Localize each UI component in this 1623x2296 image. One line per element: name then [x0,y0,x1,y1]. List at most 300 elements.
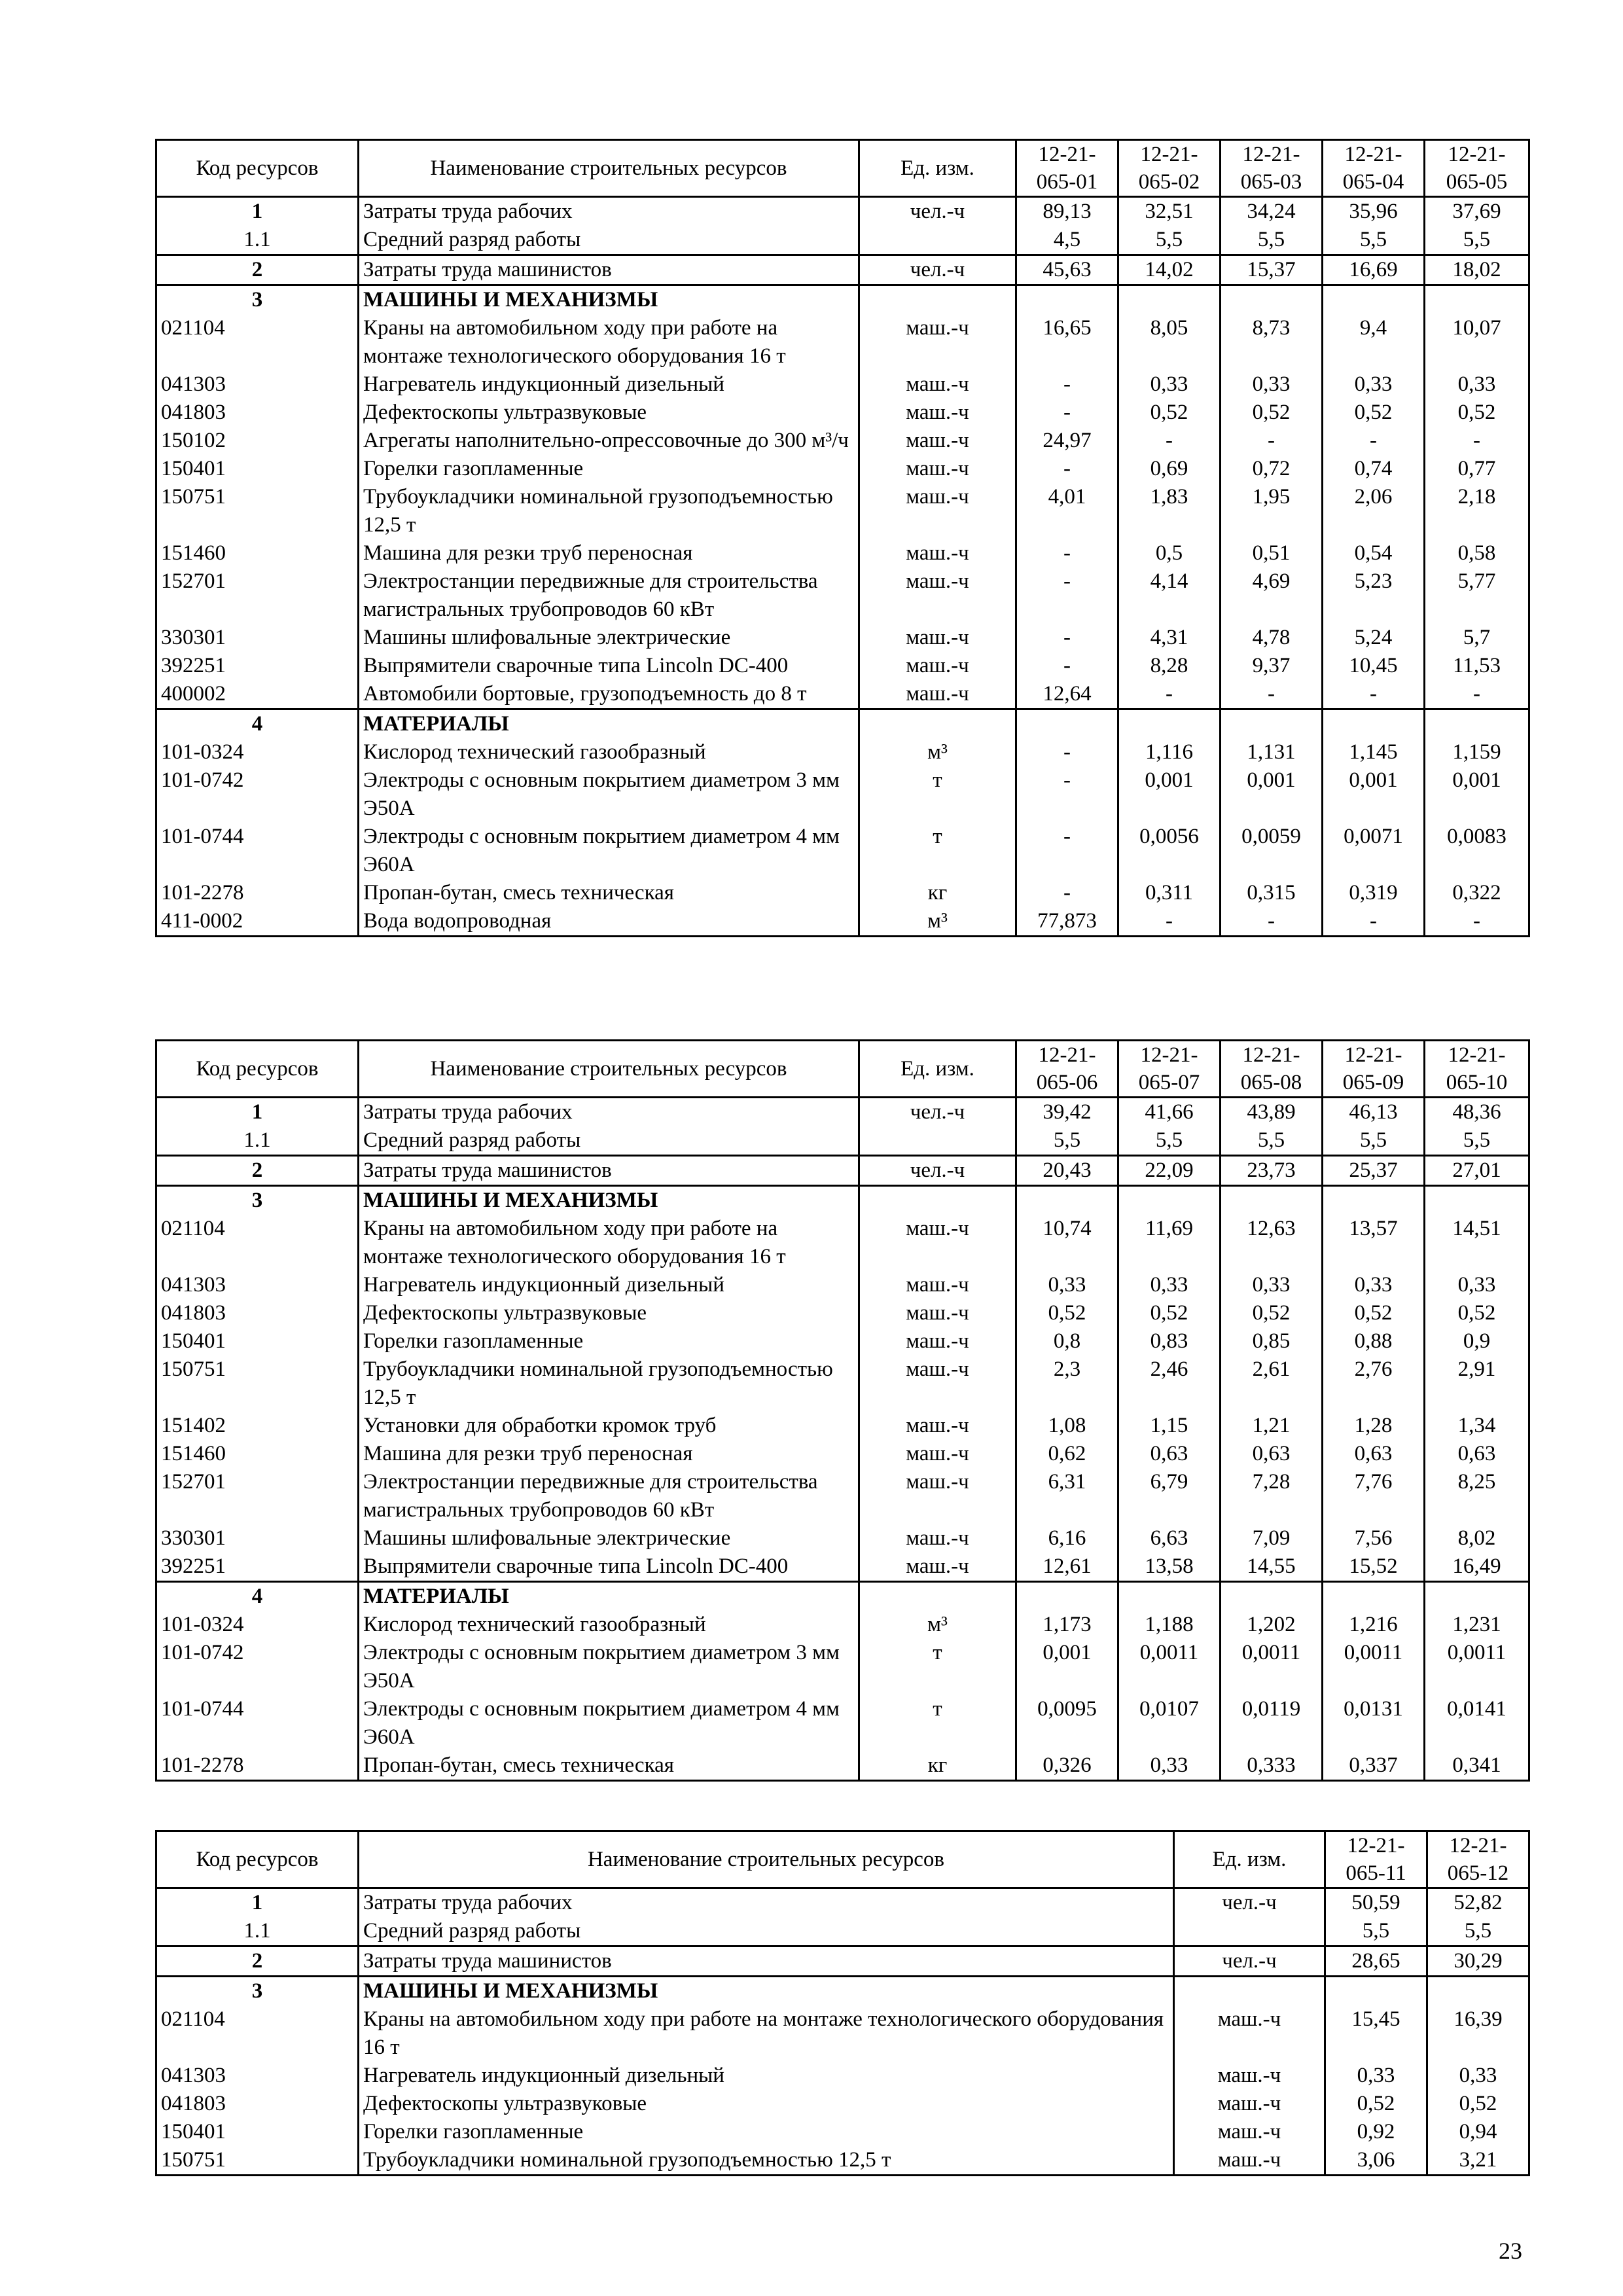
resource-name: Машины шлифовальные электрические [359,624,859,652]
resource-value: 16,69 [1323,255,1425,285]
resource-value: 11,53 [1425,652,1529,680]
resource-name: МАШИНЫ И МЕХАНИЗМЫ [359,285,859,315]
resource-unit: маш.-ч [1174,2005,1325,2062]
header-name: Наименование строительных ресурсов [359,1831,1174,1888]
table-row [156,1126,1529,1156]
resource-value: 0,001 [1221,766,1323,823]
resource-value [1016,285,1118,315]
header-row [156,1041,1529,1098]
resource-value [1016,709,1118,739]
resource-value: 5,5 [1427,1917,1529,1946]
resource-unit: м³ [859,907,1016,937]
resource-name: Выпрямители сварочные типа Lincoln DC-400 [359,652,859,680]
resource-value: 4,14 [1118,567,1221,624]
resource-value: 7,09 [1221,1524,1323,1552]
resource-value: 34,24 [1221,197,1323,226]
table-row [156,1412,1529,1440]
resource-code: 150401 [156,2118,359,2146]
header-unit: Ед. изм. [859,1041,1016,1098]
resource-value: 14,02 [1118,255,1221,285]
resource-value: 50,59 [1325,1888,1427,1918]
resource-value: 1,08 [1016,1412,1118,1440]
resource-value: 0,0131 [1323,1695,1425,1751]
table-row [156,399,1529,427]
resource-unit: чел.-ч [859,255,1016,285]
resource-name: МАШИНЫ И МЕХАНИЗМЫ [359,1186,859,1215]
header-price-code: 12-21-065-12 [1427,1831,1529,1888]
resource-unit: маш.-ч [859,455,1016,483]
resource-code: 150751 [156,2146,359,2176]
resource-value: 0,5 [1118,539,1221,567]
resource-value: 0,33 [1325,2062,1427,2090]
resource-code: 1 [156,197,359,226]
resource-value [1425,1186,1529,1215]
resource-code: 4 [156,1582,359,1611]
resource-unit [859,709,1016,739]
resource-unit [1174,1977,1325,2006]
resource-code: 150102 [156,427,359,455]
resource-name: Средний разряд работы [359,1126,859,1156]
resource-unit: маш.-ч [859,1327,1016,1355]
resource-value: 0,341 [1425,1751,1529,1781]
resource-name: Затраты труда машинистов [359,255,859,285]
resource-value: 1,116 [1118,738,1221,766]
resource-unit: маш.-ч [859,1552,1016,1582]
resource-value: 0,0107 [1118,1695,1221,1751]
header-price-code: 12-21-065-03 [1221,140,1323,197]
table-row [156,680,1529,709]
resource-name: Трубоукладчики номинальной грузоподъемностью 12,5 т [359,1355,859,1412]
resource-unit: маш.-ч [859,1299,1016,1327]
resource-code: 101-0324 [156,1611,359,1639]
resource-value: 12,64 [1016,680,1118,709]
resource-value: 0,88 [1323,1327,1425,1355]
resource-value: 15,52 [1323,1552,1425,1582]
header-name: Наименование строительных ресурсов [359,1041,859,1098]
resource-value: 5,5 [1323,226,1425,255]
resource-value: 2,46 [1118,1355,1221,1412]
resource-value: 0,326 [1016,1751,1118,1781]
resource-value: 1,216 [1323,1611,1425,1639]
resource-value: 0,54 [1323,539,1425,567]
table-row [156,1917,1529,1946]
resource-value: 6,16 [1016,1524,1118,1552]
resource-value [1427,1977,1529,2006]
table-row [156,907,1529,937]
resource-value: 5,77 [1425,567,1529,624]
resource-name: Краны на автомобильном ходу при работе на монтаже технологического оборудования 16 т [359,2005,1174,2062]
resource-value: 1,21 [1221,1412,1323,1440]
resource-name: Электростанции передвижные для строительства магистральных трубопроводов 60 кВт [359,1468,859,1524]
resource-value: 5,5 [1323,1126,1425,1156]
resource-name: Горелки газопламенные [359,1327,859,1355]
header-price-code: 12-21-065-09 [1323,1041,1425,1098]
resource-value: 0,33 [1221,1271,1323,1299]
resource-value: 5,5 [1221,1126,1323,1156]
table-row [156,1611,1529,1639]
resource-value: 11,69 [1118,1215,1221,1271]
table-row [156,1639,1529,1695]
resource-value: 0,94 [1427,2118,1529,2146]
resource-value [1221,285,1323,315]
resource-value: 0,8 [1016,1327,1118,1355]
resource-value [1323,709,1425,739]
resource-value: 0,52 [1325,2090,1427,2118]
table-row [156,2005,1529,2062]
resource-value: 41,66 [1118,1098,1221,1127]
resource-unit: т [859,1639,1016,1695]
table-row [156,1468,1529,1524]
resource-value: 8,25 [1425,1468,1529,1524]
resource-value [1221,1186,1323,1215]
resource-value: 45,63 [1016,255,1118,285]
resource-value: 0,33 [1425,370,1529,399]
resource-value: 0,52 [1323,1299,1425,1327]
resource-value: 0,0056 [1118,823,1221,879]
table-row [156,1327,1529,1355]
resource-code: 041803 [156,1299,359,1327]
resource-unit: т [859,823,1016,879]
resource-code: 021104 [156,314,359,370]
table-row [156,709,1529,739]
resource-value: 5,5 [1016,1126,1118,1156]
resource-name: Электроды с основным покрытием диаметром 3 мм Э50А [359,1639,859,1695]
header-price-code: 12-21-065-02 [1118,140,1221,197]
resource-unit: маш.-ч [859,370,1016,399]
resource-code: 1 [156,1888,359,1918]
table-row [156,1888,1529,1918]
resource-value: 0,69 [1118,455,1221,483]
resource-name: Горелки газопламенные [359,455,859,483]
resource-name: Нагреватель индукционный дизельный [359,1271,859,1299]
resource-value: 12,63 [1221,1215,1323,1271]
resource-value: 23,73 [1221,1156,1323,1186]
resource-value [1425,285,1529,315]
resource-value: 14,51 [1425,1215,1529,1271]
resource-unit: т [859,1695,1016,1751]
resource-value: 0,33 [1118,370,1221,399]
resource-value: 1,188 [1118,1611,1221,1639]
resource-name: Краны на автомобильном ходу при работе на монтаже технологического оборудования 16 т [359,314,859,370]
resource-value: 4,5 [1016,226,1118,255]
resource-code: 041303 [156,1271,359,1299]
resource-value: 6,31 [1016,1468,1118,1524]
resource-unit [859,285,1016,315]
resource-unit: маш.-ч [1174,2090,1325,2118]
resource-value: 0,001 [1118,766,1221,823]
resource-value: 5,5 [1118,226,1221,255]
resource-value: 1,34 [1425,1412,1529,1440]
resource-unit: маш.-ч [859,1271,1016,1299]
resource-code: 101-0742 [156,1639,359,1695]
resource-value: 0,0095 [1016,1695,1118,1751]
table-row [156,314,1529,370]
resource-name: Кислород технический газообразный [359,1611,859,1639]
resource-unit: маш.-ч [1174,2118,1325,2146]
resource-value: 2,91 [1425,1355,1529,1412]
resource-name: Пропан-бутан, смесь техническая [359,1751,859,1781]
resource-value: 39,42 [1016,1098,1118,1127]
resource-value: 0,52 [1425,1299,1529,1327]
resource-name: Машина для резки труб переносная [359,1440,859,1468]
resource-value: 28,65 [1325,1946,1427,1977]
resource-value: 0,77 [1425,455,1529,483]
resource-value: 16,49 [1425,1552,1529,1582]
resource-value: 0,83 [1118,1327,1221,1355]
table-row [156,823,1529,879]
resource-value: 35,96 [1323,197,1425,226]
table-row [156,1098,1529,1127]
resource-unit: маш.-ч [859,680,1016,709]
resource-value: 0,0059 [1221,823,1323,879]
resource-value: - [1016,567,1118,624]
resource-name: Затраты труда рабочих [359,197,859,226]
resource-value: 10,45 [1323,652,1425,680]
resource-value: 0,52 [1323,399,1425,427]
resource-value: 0,58 [1425,539,1529,567]
resource-code: 021104 [156,2005,359,2062]
resource-unit: маш.-ч [1174,2062,1325,2090]
table-row [156,226,1529,255]
table-row [156,1215,1529,1271]
resource-name: Машина для резки труб переносная [359,539,859,567]
resource-code: 101-0742 [156,766,359,823]
resource-value: 5,5 [1425,226,1529,255]
resource-name: Средний разряд работы [359,226,859,255]
resource-value: 2,06 [1323,483,1425,539]
resource-name: Электростанции передвижные для строительства магистральных трубопроводов 60 кВт [359,567,859,624]
resource-value [1425,709,1529,739]
resource-value: 1,28 [1323,1412,1425,1440]
resource-value: - [1016,539,1118,567]
resource-unit [859,1582,1016,1611]
resource-code: 152701 [156,1468,359,1524]
header-unit: Ед. изм. [1174,1831,1325,1888]
resource-value [1118,285,1221,315]
resource-value: 25,37 [1323,1156,1425,1186]
table-row [156,197,1529,226]
resource-unit: маш.-ч [859,1412,1016,1440]
resource-value: 0,33 [1016,1271,1118,1299]
resource-unit: маш.-ч [859,483,1016,539]
resource-value: 5,5 [1118,1126,1221,1156]
resource-value: 1,159 [1425,738,1529,766]
resource-code: 1.1 [156,1917,359,1946]
resource-unit: маш.-ч [859,652,1016,680]
resource-code: 1 [156,1098,359,1127]
resource-code: 150751 [156,1355,359,1412]
resource-value: - [1016,455,1118,483]
resource-code: 041303 [156,370,359,399]
resource-value: 2,18 [1425,483,1529,539]
header-price-code: 12-21-065-11 [1325,1831,1427,1888]
resource-value: 2,76 [1323,1355,1425,1412]
resource-value: 15,45 [1325,2005,1427,2062]
resource-value: - [1016,624,1118,652]
resource-value [1016,1582,1118,1611]
resource-name: МАШИНЫ И МЕХАНИЗМЫ [359,1977,1174,2006]
table-row [156,455,1529,483]
resource-unit [859,226,1016,255]
resource-unit: т [859,766,1016,823]
resource-code: 3 [156,285,359,315]
resource-value: - [1118,907,1221,937]
resource-value: 0,52 [1016,1299,1118,1327]
page-number: 23 [1499,2238,1522,2264]
header-price-code: 12-21-065-01 [1016,140,1118,197]
resource-code: 392251 [156,1552,359,1582]
table-row [156,1299,1529,1327]
resource-name: Затраты труда машинистов [359,1946,1174,1977]
resource-value: 0,92 [1325,2118,1427,2146]
resource-value: - [1221,680,1323,709]
resource-value: 9,4 [1323,314,1425,370]
resource-value: 0,63 [1323,1440,1425,1468]
resource-value: - [1016,879,1118,907]
header-unit: Ед. изм. [859,140,1016,197]
resource-value: 52,82 [1427,1888,1529,1918]
resource-value [1323,1186,1425,1215]
resource-unit: маш.-ч [859,567,1016,624]
resource-name: Вода водопроводная [359,907,859,937]
resource-value: 1,202 [1221,1611,1323,1639]
resource-name: Электроды с основным покрытием диаметром 3 мм Э50А [359,766,859,823]
resource-code: 150401 [156,1327,359,1355]
resource-value: 3,06 [1325,2146,1427,2176]
resource-name: МАТЕРИАЛЫ [359,1582,859,1611]
table-row [156,1271,1529,1299]
resource-value: 4,78 [1221,624,1323,652]
resource-name: Электроды с основным покрытием диаметром 4 мм Э60А [359,823,859,879]
resource-value: - [1118,680,1221,709]
header-price-code: 12-21-065-05 [1425,140,1529,197]
resource-value: 20,43 [1016,1156,1118,1186]
resource-value: - [1221,427,1323,455]
resource-code: 1.1 [156,1126,359,1156]
table-row [156,1751,1529,1781]
resource-value [1425,1582,1529,1611]
resource-value: 0,0119 [1221,1695,1323,1751]
resource-unit: кг [859,1751,1016,1781]
resource-value: 0,74 [1323,455,1425,483]
resource-value: 0,9 [1425,1327,1529,1355]
resource-table-1 [155,139,1530,937]
resource-name: Трубоукладчики номинальной грузоподъемностью 12,5 т [359,2146,1174,2176]
resource-name: Выпрямители сварочные типа Lincoln DC-400 [359,1552,859,1582]
resource-value: 0,63 [1425,1440,1529,1468]
table-row [156,483,1529,539]
resource-value: 32,51 [1118,197,1221,226]
resource-value: 0,322 [1425,879,1529,907]
resource-value: 0,001 [1323,766,1425,823]
resource-value: 0,62 [1016,1440,1118,1468]
resource-name: Автомобили бортовые, грузоподъемность до 8 т [359,680,859,709]
resource-value: 5,5 [1425,1126,1529,1156]
resource-unit: маш.-ч [859,314,1016,370]
resource-value: 5,23 [1323,567,1425,624]
resource-code: 392251 [156,652,359,680]
resource-value: 15,37 [1221,255,1323,285]
resource-value: 8,28 [1118,652,1221,680]
resource-unit: маш.-ч [859,1355,1016,1412]
resource-value: - [1323,907,1425,937]
header-code: Код ресурсов [156,1041,359,1098]
resource-name: Нагреватель индукционный дизельный [359,370,859,399]
table-row [156,2146,1529,2176]
resource-value: 0,0071 [1323,823,1425,879]
resource-code: 3 [156,1977,359,2006]
resource-value: 16,65 [1016,314,1118,370]
resource-value: 10,07 [1425,314,1529,370]
resource-unit: маш.-ч [1174,2146,1325,2176]
table-row [156,766,1529,823]
resource-value: 0,85 [1221,1327,1323,1355]
resource-value: 5,5 [1221,226,1323,255]
resource-value: 0,63 [1118,1440,1221,1468]
resource-unit [1174,1917,1325,1946]
resource-value [1323,1582,1425,1611]
resource-name: Нагреватель индукционный дизельный [359,2062,1174,2090]
resource-value: 13,57 [1323,1215,1425,1271]
resource-value: 0,33 [1118,1271,1221,1299]
resource-value [1118,1582,1221,1611]
table-row [156,255,1529,285]
resource-unit: маш.-ч [859,624,1016,652]
resource-name: Затраты труда рабочих [359,1098,859,1127]
resource-value [1221,1582,1323,1611]
resource-value: 37,69 [1425,197,1529,226]
table-row [156,539,1529,567]
resource-name: Дефектоскопы ультразвуковые [359,399,859,427]
resource-code: 330301 [156,1524,359,1552]
table-row [156,652,1529,680]
resource-value: 0,0011 [1118,1639,1221,1695]
resource-unit: маш.-ч [859,1468,1016,1524]
resource-value: 1,83 [1118,483,1221,539]
header-price-code: 12-21-065-06 [1016,1041,1118,1098]
resource-name: Агрегаты наполнительно-опрессовочные до 300 м³/ч [359,427,859,455]
resource-code: 151402 [156,1412,359,1440]
resource-code: 400002 [156,680,359,709]
resource-value: - [1016,766,1118,823]
resource-name: Затраты труда машинистов [359,1156,859,1186]
resource-value: - [1016,738,1118,766]
resource-value: 7,56 [1323,1524,1425,1552]
resource-value [1325,1977,1427,2006]
resource-value: - [1118,427,1221,455]
table-row [156,1355,1529,1412]
resource-code: 152701 [156,567,359,624]
resource-value: 46,13 [1323,1098,1425,1127]
resource-value: 1,173 [1016,1611,1118,1639]
resource-value: 0,52 [1427,2090,1529,2118]
resource-name: Горелки газопламенные [359,2118,1174,2146]
resource-value: 0,33 [1323,1271,1425,1299]
header-name: Наименование строительных ресурсов [359,140,859,197]
resource-value: 0,33 [1118,1751,1221,1781]
resource-code: 150751 [156,483,359,539]
resource-value: 8,05 [1118,314,1221,370]
resource-name: Дефектоскопы ультразвуковые [359,1299,859,1327]
resource-value: 0,337 [1323,1751,1425,1781]
resource-value: 8,02 [1425,1524,1529,1552]
table-row [156,285,1529,315]
resource-unit: чел.-ч [859,197,1016,226]
resource-value: 5,24 [1323,624,1425,652]
resource-value: 0,51 [1221,539,1323,567]
resource-value: 5,7 [1425,624,1529,652]
resource-unit: кг [859,879,1016,907]
